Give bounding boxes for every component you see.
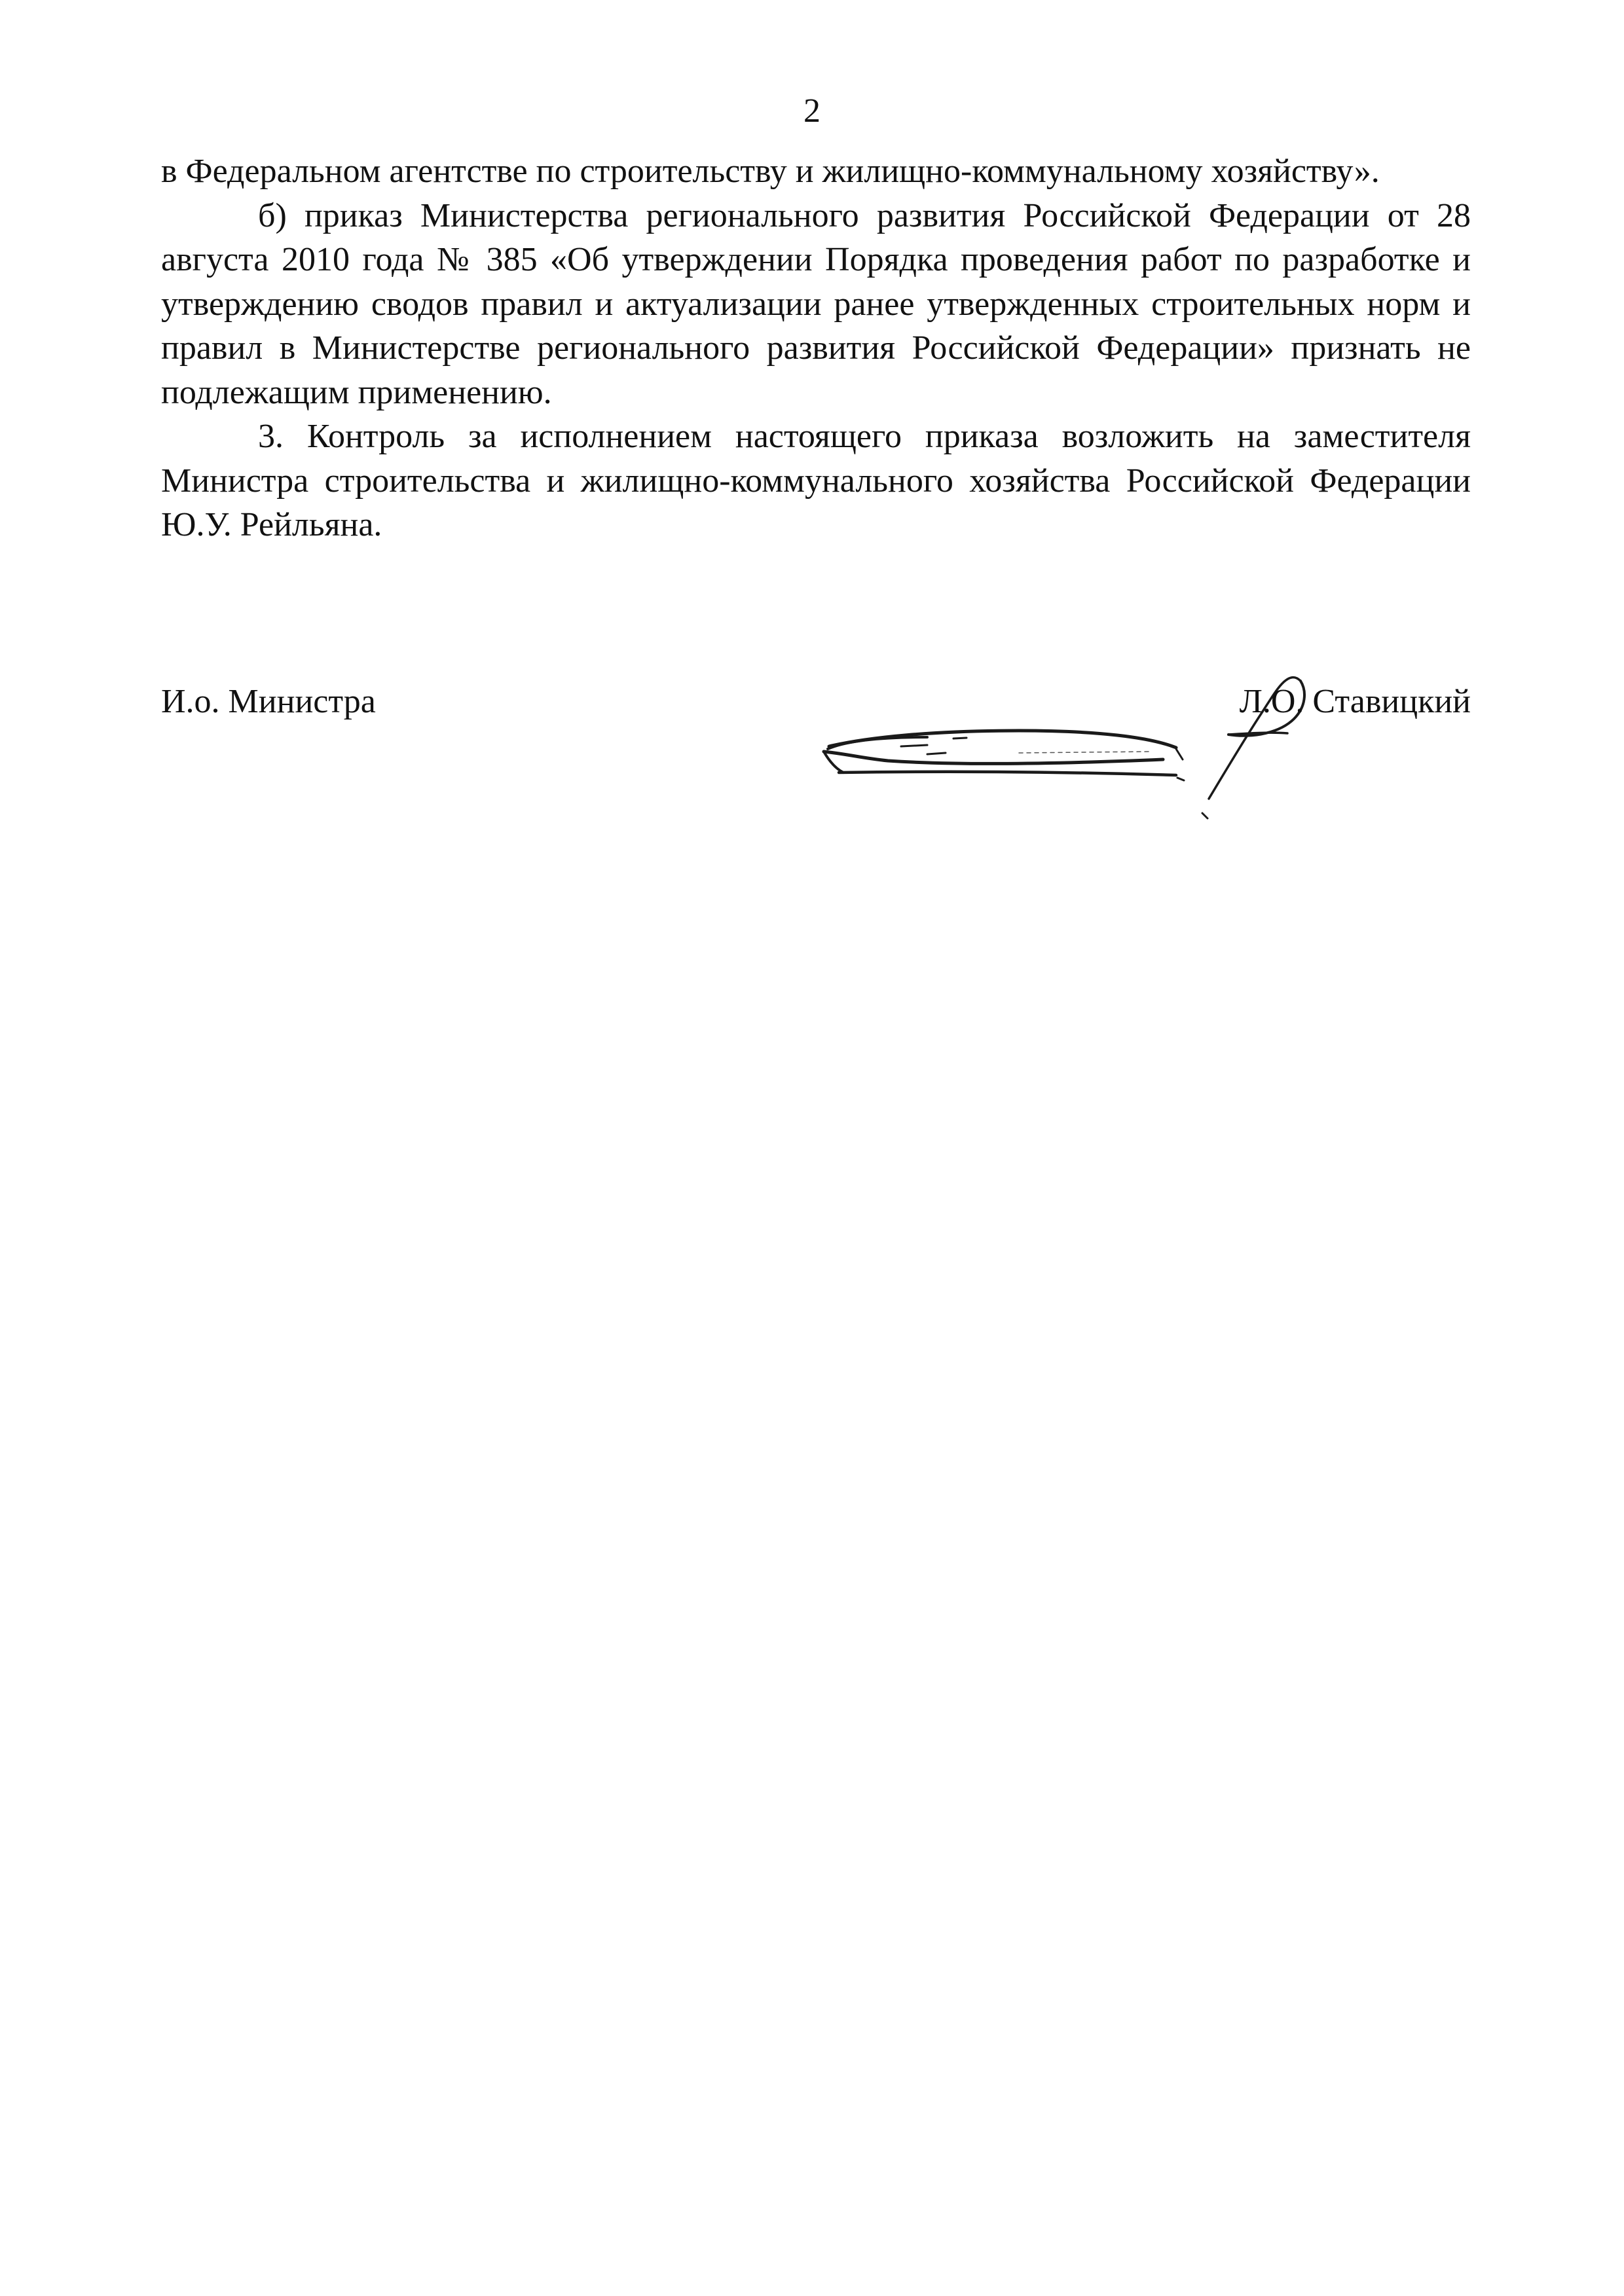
signature-block xyxy=(161,681,1471,812)
paragraph-item-b: б) приказ Министерства регионального развития Российской Федерации от 28 августа 2010 года № 385 «Об утверждении Порядка проведения работ по разработке и утверждению сводов правил и актуализации ранее утвержденных строительных норм и правил в Министерстве регионального развития Российской Федерации» признать не подлежащим применению. xyxy=(161,196,1471,411)
document-body xyxy=(161,149,1471,547)
page-number: 2 xyxy=(803,92,821,130)
signatory-title: И.о. Министра xyxy=(161,683,376,720)
signatory-name: Л.О. Ставицкий xyxy=(1239,683,1471,720)
paragraph-continuation: в Федеральном агентстве по строительству и жилищно-коммунальному хозяйству». xyxy=(161,153,1380,190)
paragraph-item-3: 3. Контроль за исполнением настоящего приказа возложить на заместителя Министра строительства и жилищно-коммунального хозяйства Российской Федерации Ю.У. Рейльяна. xyxy=(161,418,1471,543)
